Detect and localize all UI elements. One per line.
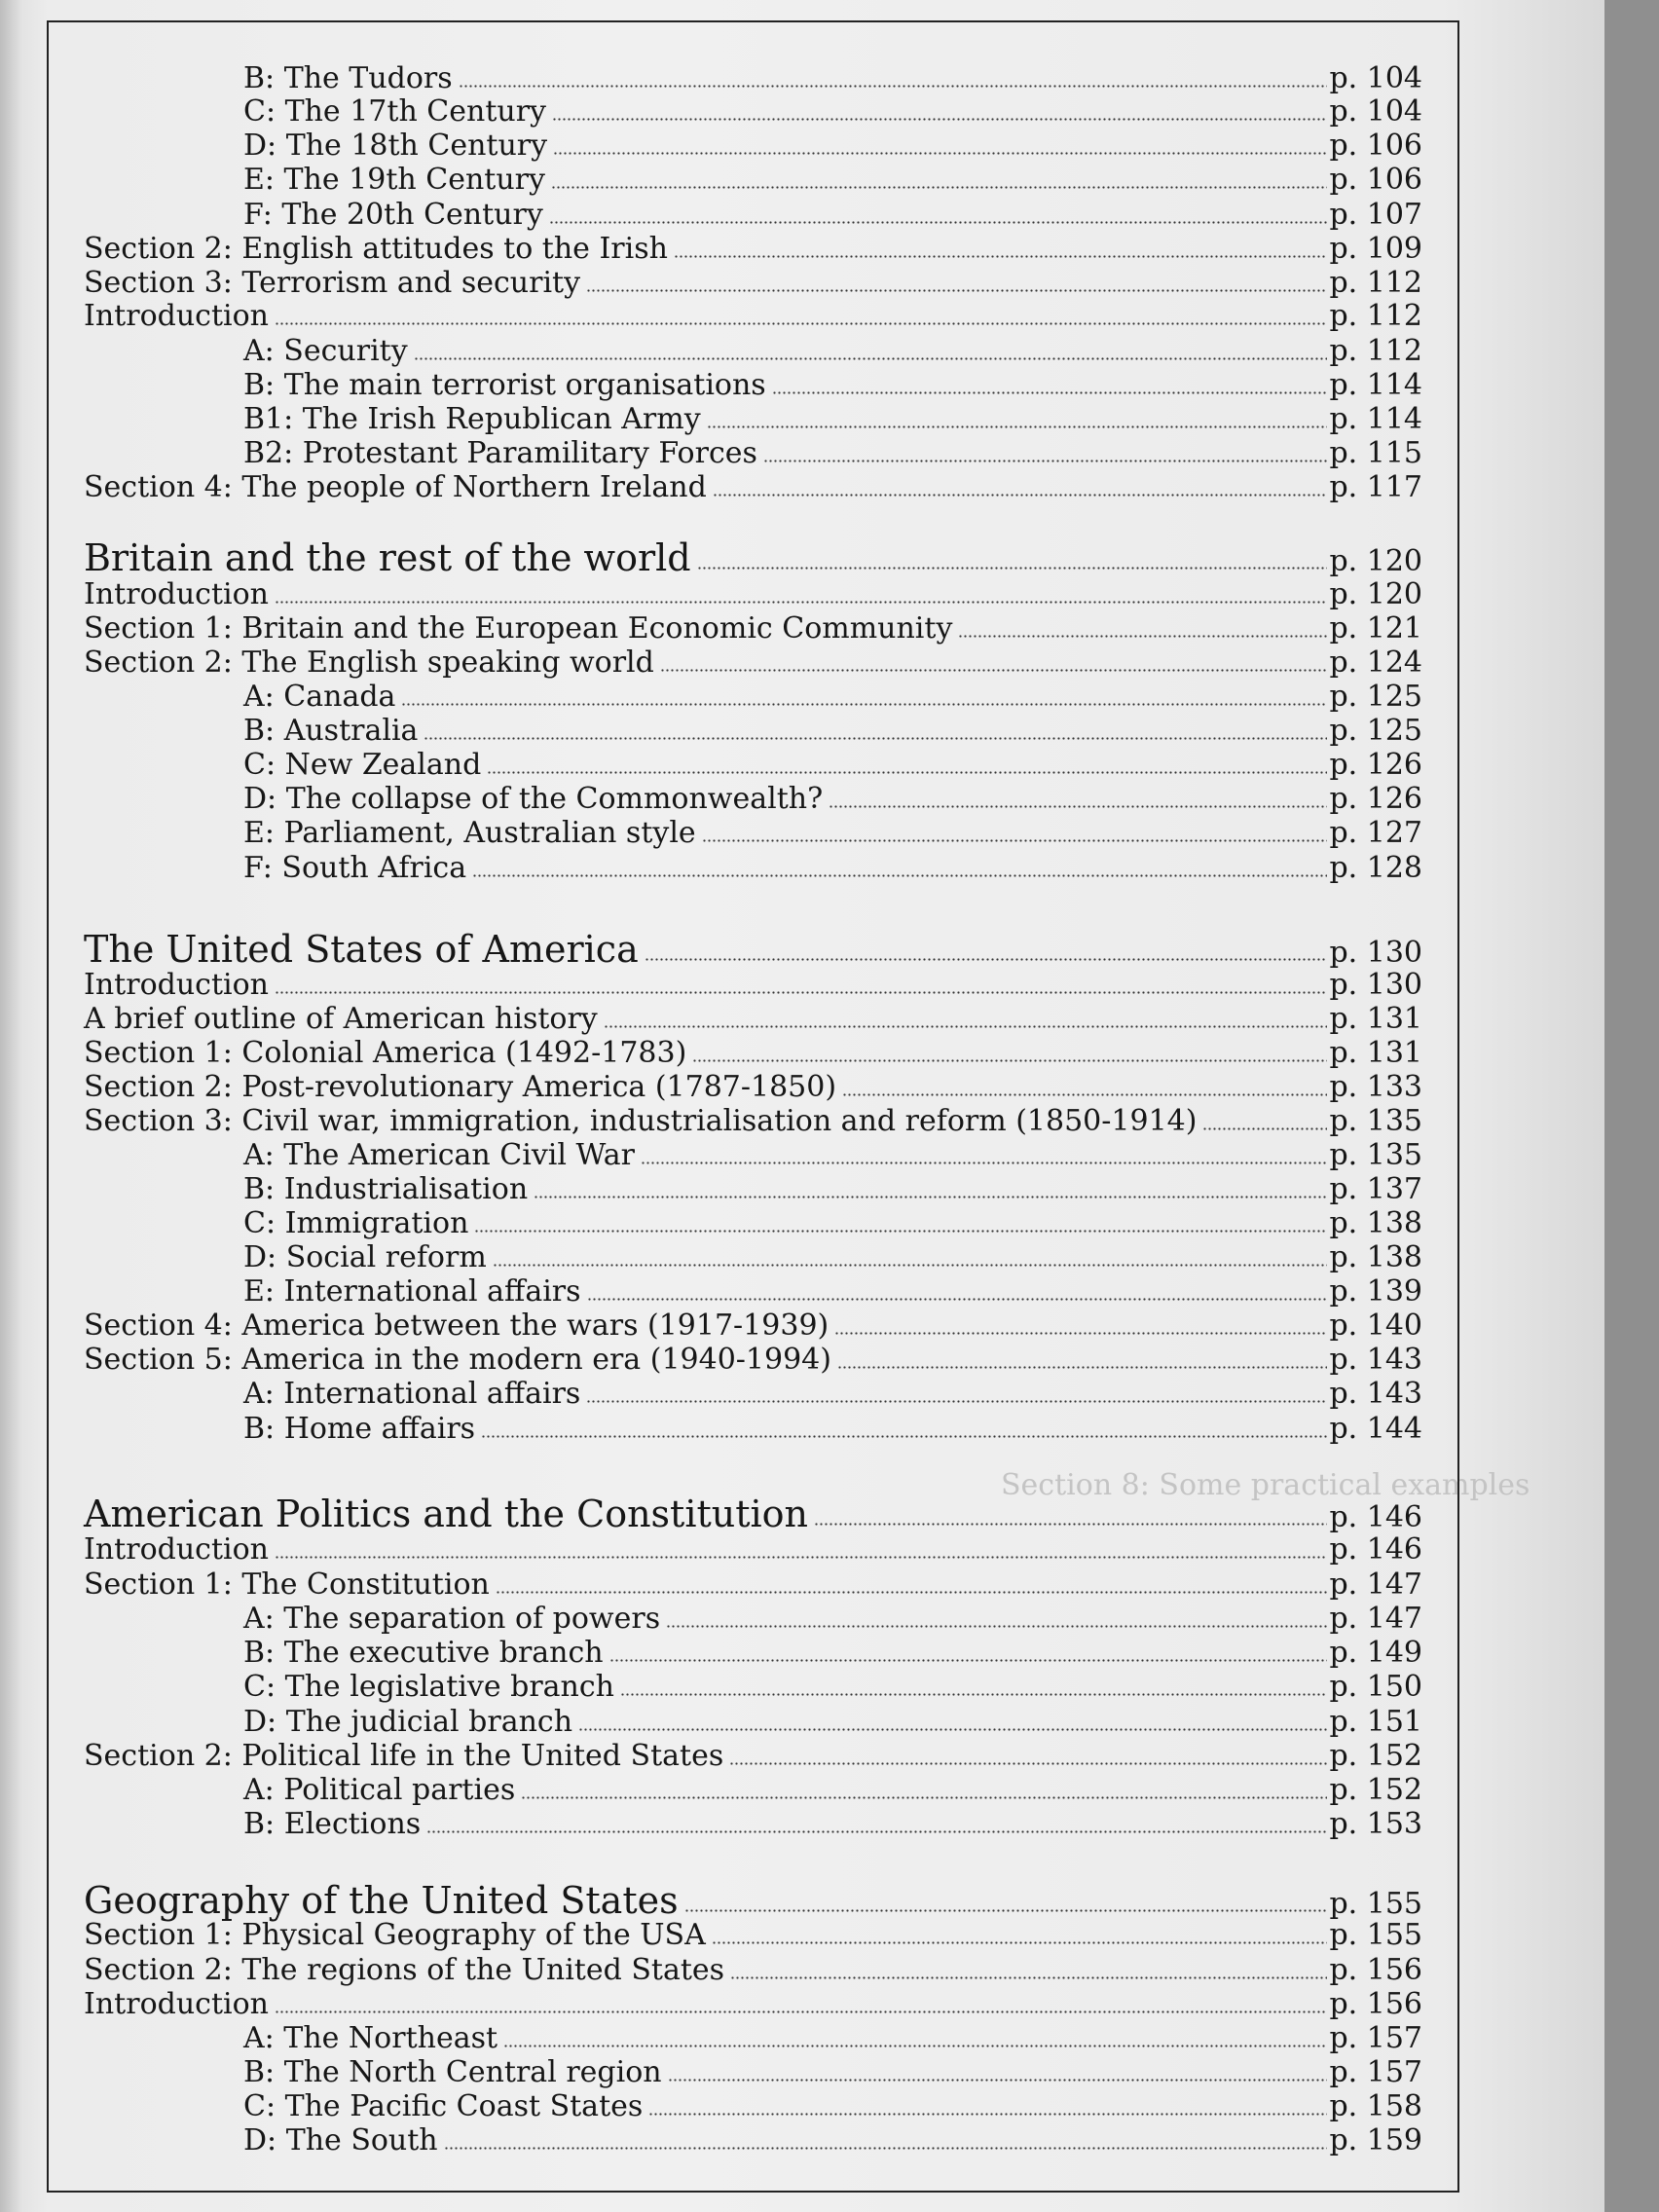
dot-leader [814,1523,1327,1526]
toc-section [84,645,1422,681]
toc-section [84,266,1422,301]
toc-title: C: The legislative branch [243,1670,615,1704]
toc-page-number: p. 120 [1329,577,1422,611]
toc-page-number: p. 120 [1329,544,1422,578]
toc-page-number: p. 114 [1329,402,1422,436]
toc-title: A: Political parties [243,1773,516,1807]
toc-title: D: The South [243,2123,438,2157]
toc-page-number: p. 131 [1329,1002,1422,1036]
dot-leader [829,805,1327,808]
toc-subsection [243,163,1422,198]
toc-page-number: p. 106 [1329,163,1422,197]
dot-leader [713,494,1328,497]
toc-page-number: p. 131 [1329,1036,1422,1070]
dot-leader [697,567,1328,570]
dot-leader [534,1196,1327,1198]
toc-section [84,1036,1422,1071]
toc-title: Section 4: The people of Northern Ireland [84,470,707,504]
toc-chapter [84,928,1422,971]
dot-leader [586,1400,1327,1403]
dot-leader [275,2010,1327,2013]
toc-page-number: p. 106 [1329,129,1422,163]
toc-page-number: p. 114 [1329,368,1422,402]
toc-section [84,1532,1422,1567]
toc-page-number: p. 130 [1329,968,1422,1002]
toc-subsection [243,61,1422,96]
toc-title: B: The main terrorist organisations [243,368,766,402]
dot-leader [1202,1127,1327,1130]
toc-subsection [243,368,1422,403]
toc-title: B: Elections [243,1807,422,1841]
toc-title: C: Immigration [243,1206,469,1240]
dot-leader [414,357,1328,360]
toc-subsection [243,782,1422,817]
toc-title: D: The collapse of the Commonwealth? [243,782,824,816]
toc-subsection [243,1138,1422,1173]
dot-leader [444,2147,1328,2150]
toc-page-number: p. 115 [1329,436,1422,470]
toc-section [84,1953,1422,1988]
toc-subsection [243,1773,1422,1808]
toc-page-number: p. 125 [1329,714,1422,748]
toc-page-number: p. 138 [1329,1240,1422,1274]
toc-page-number: p. 143 [1329,1343,1422,1377]
dot-leader [552,118,1327,121]
toc-page-number: p. 146 [1329,1532,1422,1567]
toc-section [84,1070,1422,1105]
dot-leader [521,1796,1327,1799]
toc-subsection [243,1206,1422,1241]
toc-title: Section 1: The Constitution [84,1567,490,1602]
toc-section [84,968,1422,1003]
toc-subsection [243,1705,1422,1740]
toc-page-number: p. 135 [1329,1138,1422,1172]
toc-page-number: p. 147 [1329,1602,1422,1636]
toc-subsection [243,334,1422,369]
dot-leader [674,255,1327,258]
dot-leader [426,1830,1327,1833]
toc-title: B: Industrialisation [243,1172,529,1206]
dot-leader [645,958,1328,961]
toc-page-number: p. 156 [1329,1953,1422,1987]
toc-title: F: The 20th Century [243,198,543,232]
toc-title: B: The North Central region [243,2055,662,2089]
toc-page-number: p. 139 [1329,1274,1422,1309]
dot-leader [692,1059,1327,1062]
toc-subsection [243,1377,1422,1412]
dot-leader [275,601,1327,604]
toc-subsection [243,198,1422,233]
toc-title: Introduction [84,968,269,1002]
dot-leader [487,771,1327,774]
toc-title: Section 2: English attitudes to the Irish [84,232,668,266]
toc-page-number: p. 140 [1329,1309,1422,1343]
toc-title: A: Security [243,334,408,368]
dot-leader [551,186,1328,189]
page-edge [0,0,21,2212]
toc-page-number: p. 126 [1329,748,1422,782]
toc-page-number: p. 155 [1329,1887,1422,1921]
toc-page-number: p. 126 [1329,782,1422,816]
toc-title: Introduction [84,577,269,611]
dot-leader [472,874,1327,877]
dot-leader [496,1591,1328,1594]
toc-title: Introduction [84,1532,269,1567]
toc-page-number: p. 117 [1329,470,1422,504]
dot-leader [772,391,1328,394]
toc-section [84,1002,1422,1037]
toc-title: A: Canada [243,680,396,714]
dot-leader [641,1161,1328,1164]
toc-section [84,1567,1422,1603]
toc-title: A: The separation of powers [243,1602,661,1636]
dot-leader [707,425,1328,428]
toc-title: A brief outline of American history [84,1002,598,1036]
toc-title: D: The judicial branch [243,1705,573,1739]
toc-subsection [243,2021,1422,2056]
dot-leader [763,460,1328,462]
toc-page-number: p. 157 [1329,2021,1422,2055]
toc-page-number: p. 152 [1329,1739,1422,1773]
toc-subsection [243,1602,1422,1637]
toc-subsection [243,1240,1422,1275]
dot-leader [604,1025,1328,1028]
toc-section [84,611,1422,646]
toc-section [84,1343,1422,1378]
toc-title: B: Australia [243,714,419,748]
dot-leader [275,991,1327,994]
toc-section [84,299,1422,334]
toc-subsection [243,129,1422,164]
toc-title: Introduction [84,1987,269,2021]
toc-title: D: Social reform [243,1240,487,1274]
toc-subsection [243,436,1422,471]
dot-leader [275,1556,1327,1559]
toc-subsection [243,1172,1422,1207]
toc-title: Section 3: Terrorism and security [84,266,581,300]
toc-section [84,1309,1422,1344]
dot-leader [834,1332,1327,1335]
toc-section [84,1918,1422,1953]
toc-title: D: The 18th Century [243,129,548,163]
dot-leader [668,2079,1328,2082]
toc-page-number: p. 151 [1329,1705,1422,1739]
dot-leader [729,1762,1327,1765]
toc-title: Section 2: Political life in the United States [84,1739,724,1773]
toc-subsection [243,816,1422,851]
toc-subsection [243,2089,1422,2124]
toc-page-number: p. 128 [1329,851,1422,885]
toc-title: A: The Northeast [243,2021,498,2055]
toc-page-number: p. 159 [1329,2123,1422,2157]
toc-title: B: The executive branch [243,1636,604,1670]
dot-leader [459,85,1328,88]
toc-page-number: p. 147 [1329,1567,1422,1602]
toc-page-number: p. 104 [1329,94,1422,129]
toc-subsection [243,2055,1422,2090]
toc-page-number: p. 144 [1329,1412,1422,1446]
toc-chapter [84,1879,1422,1922]
toc-title: Section 5: America in the modern era (1940-1994) [84,1343,831,1377]
toc-subsection [243,851,1422,886]
toc-section [84,1739,1422,1774]
dot-leader [712,1941,1328,1944]
toc-section [84,470,1422,505]
toc-title: The United States of America [84,928,639,971]
toc-subsection [243,680,1422,715]
toc-page-number: p. 156 [1329,1987,1422,2021]
dot-leader [660,669,1328,672]
toc-title: B1: The Irish Republican Army [243,402,701,436]
toc-title: A: The American Civil War [243,1138,635,1172]
dot-leader [401,703,1327,706]
toc-title: A: International affairs [243,1377,581,1411]
toc-title: C: New Zealand [243,748,482,782]
toc-section [84,1104,1422,1139]
dot-leader [684,1909,1328,1912]
dot-leader [424,737,1327,740]
dot-leader [620,1693,1327,1696]
dot-leader [648,2113,1327,2116]
dot-leader [730,1976,1327,1979]
dot-leader [474,1230,1327,1233]
toc-page-number: p. 158 [1329,2089,1422,2123]
toc-section [84,577,1422,612]
toc-chapter [84,536,1422,579]
toc-subsection [243,1636,1422,1671]
toc-page-number: p. 138 [1329,1206,1422,1240]
dot-leader [481,1435,1327,1438]
toc-page-number: p. 149 [1329,1636,1422,1670]
toc-title: B2: Protestant Paramilitary Forces [243,436,757,470]
toc-page-number: p. 155 [1329,1918,1422,1952]
dot-leader [587,1298,1328,1301]
dot-leader [842,1093,1327,1096]
toc-page-number: p. 107 [1329,198,1422,232]
dot-leader [586,289,1327,292]
dot-leader [503,2045,1327,2047]
dot-leader [493,1264,1328,1267]
toc-title: Introduction [84,299,269,333]
table-of-contents-frame [47,20,1459,2193]
toc-title: Section 2: The English speaking world [84,645,654,680]
toc-title: Section 1: Colonial America (1492-1783) [84,1036,687,1070]
toc-page-number: p. 104 [1329,61,1422,95]
toc-subsection [243,1670,1422,1705]
dot-leader [275,322,1327,325]
toc-section [84,1987,1422,2022]
toc-subsection [243,748,1422,783]
toc-page-number: p. 137 [1329,1172,1422,1206]
toc-page-number: p. 112 [1329,266,1422,300]
dot-leader [609,1659,1328,1662]
bleed-through-text: Section 8: Some practical examples [1001,1468,1530,1502]
toc-subsection [243,94,1422,129]
dot-leader [958,635,1327,638]
toc-section [84,232,1422,267]
dot-leader [702,839,1328,842]
toc-title: E: International affairs [243,1274,581,1309]
toc-title: Section 4: America between the wars (1917-1939) [84,1309,830,1343]
toc-page-number: p. 124 [1329,645,1422,680]
toc-title: Section 1: Britain and the European Economic Community [84,611,953,645]
dot-leader [578,1728,1327,1731]
toc-page-number: p. 146 [1329,1500,1422,1534]
toc-page-number: p. 112 [1329,334,1422,368]
toc-title: American Politics and the Constitution [84,1493,808,1535]
dot-leader [837,1366,1327,1369]
toc-page-number: p. 125 [1329,680,1422,714]
table-of-contents [49,22,1457,2191]
toc-title: Section 2: The regions of the United States [84,1953,725,1987]
toc-title: C: The Pacific Coast States [243,2089,644,2123]
toc-chapter [84,1493,1422,1535]
toc-subsection [243,714,1422,749]
toc-page-number: p. 109 [1329,232,1422,266]
toc-title: E: Parliament, Australian style [243,816,696,850]
toc-subsection [243,1807,1422,1842]
toc-title: Britain and the rest of the world [84,536,691,579]
toc-page-number: p. 135 [1329,1104,1422,1138]
toc-title: Geography of the United States [84,1879,679,1922]
toc-page-number: p. 121 [1329,611,1422,645]
toc-title: E: The 19th Century [243,163,545,197]
toc-page-number: p. 152 [1329,1773,1422,1807]
dot-leader [666,1625,1327,1628]
toc-page-number: p. 127 [1329,816,1422,850]
toc-page-number: p. 153 [1329,1807,1422,1841]
toc-page-number: p. 130 [1329,936,1422,970]
toc-title: B: Home affairs [243,1412,476,1446]
toc-subsection [243,402,1422,437]
toc-page-number: p. 150 [1329,1670,1422,1704]
toc-title: B: The Tudors [243,61,453,95]
toc-page-number: p. 112 [1329,299,1422,333]
toc-title: Section 1: Physical Geography of the USA [84,1918,706,1952]
toc-page-number: p. 143 [1329,1377,1422,1411]
toc-subsection [243,1412,1422,1447]
toc-title: Section 3: Civil war, immigration, industrialisation and reform (1850-1914) [84,1104,1198,1138]
dot-leader [553,152,1327,155]
toc-page-number: p. 133 [1329,1070,1422,1104]
dot-leader [549,221,1328,224]
toc-title: C: The 17th Century [243,94,547,129]
toc-title: Section 2: Post-revolutionary America (1787-1850) [84,1070,837,1104]
toc-title: F: South Africa [243,851,467,885]
toc-subsection [243,1274,1422,1309]
toc-subsection [243,2123,1422,2158]
toc-page-number: p. 157 [1329,2055,1422,2089]
